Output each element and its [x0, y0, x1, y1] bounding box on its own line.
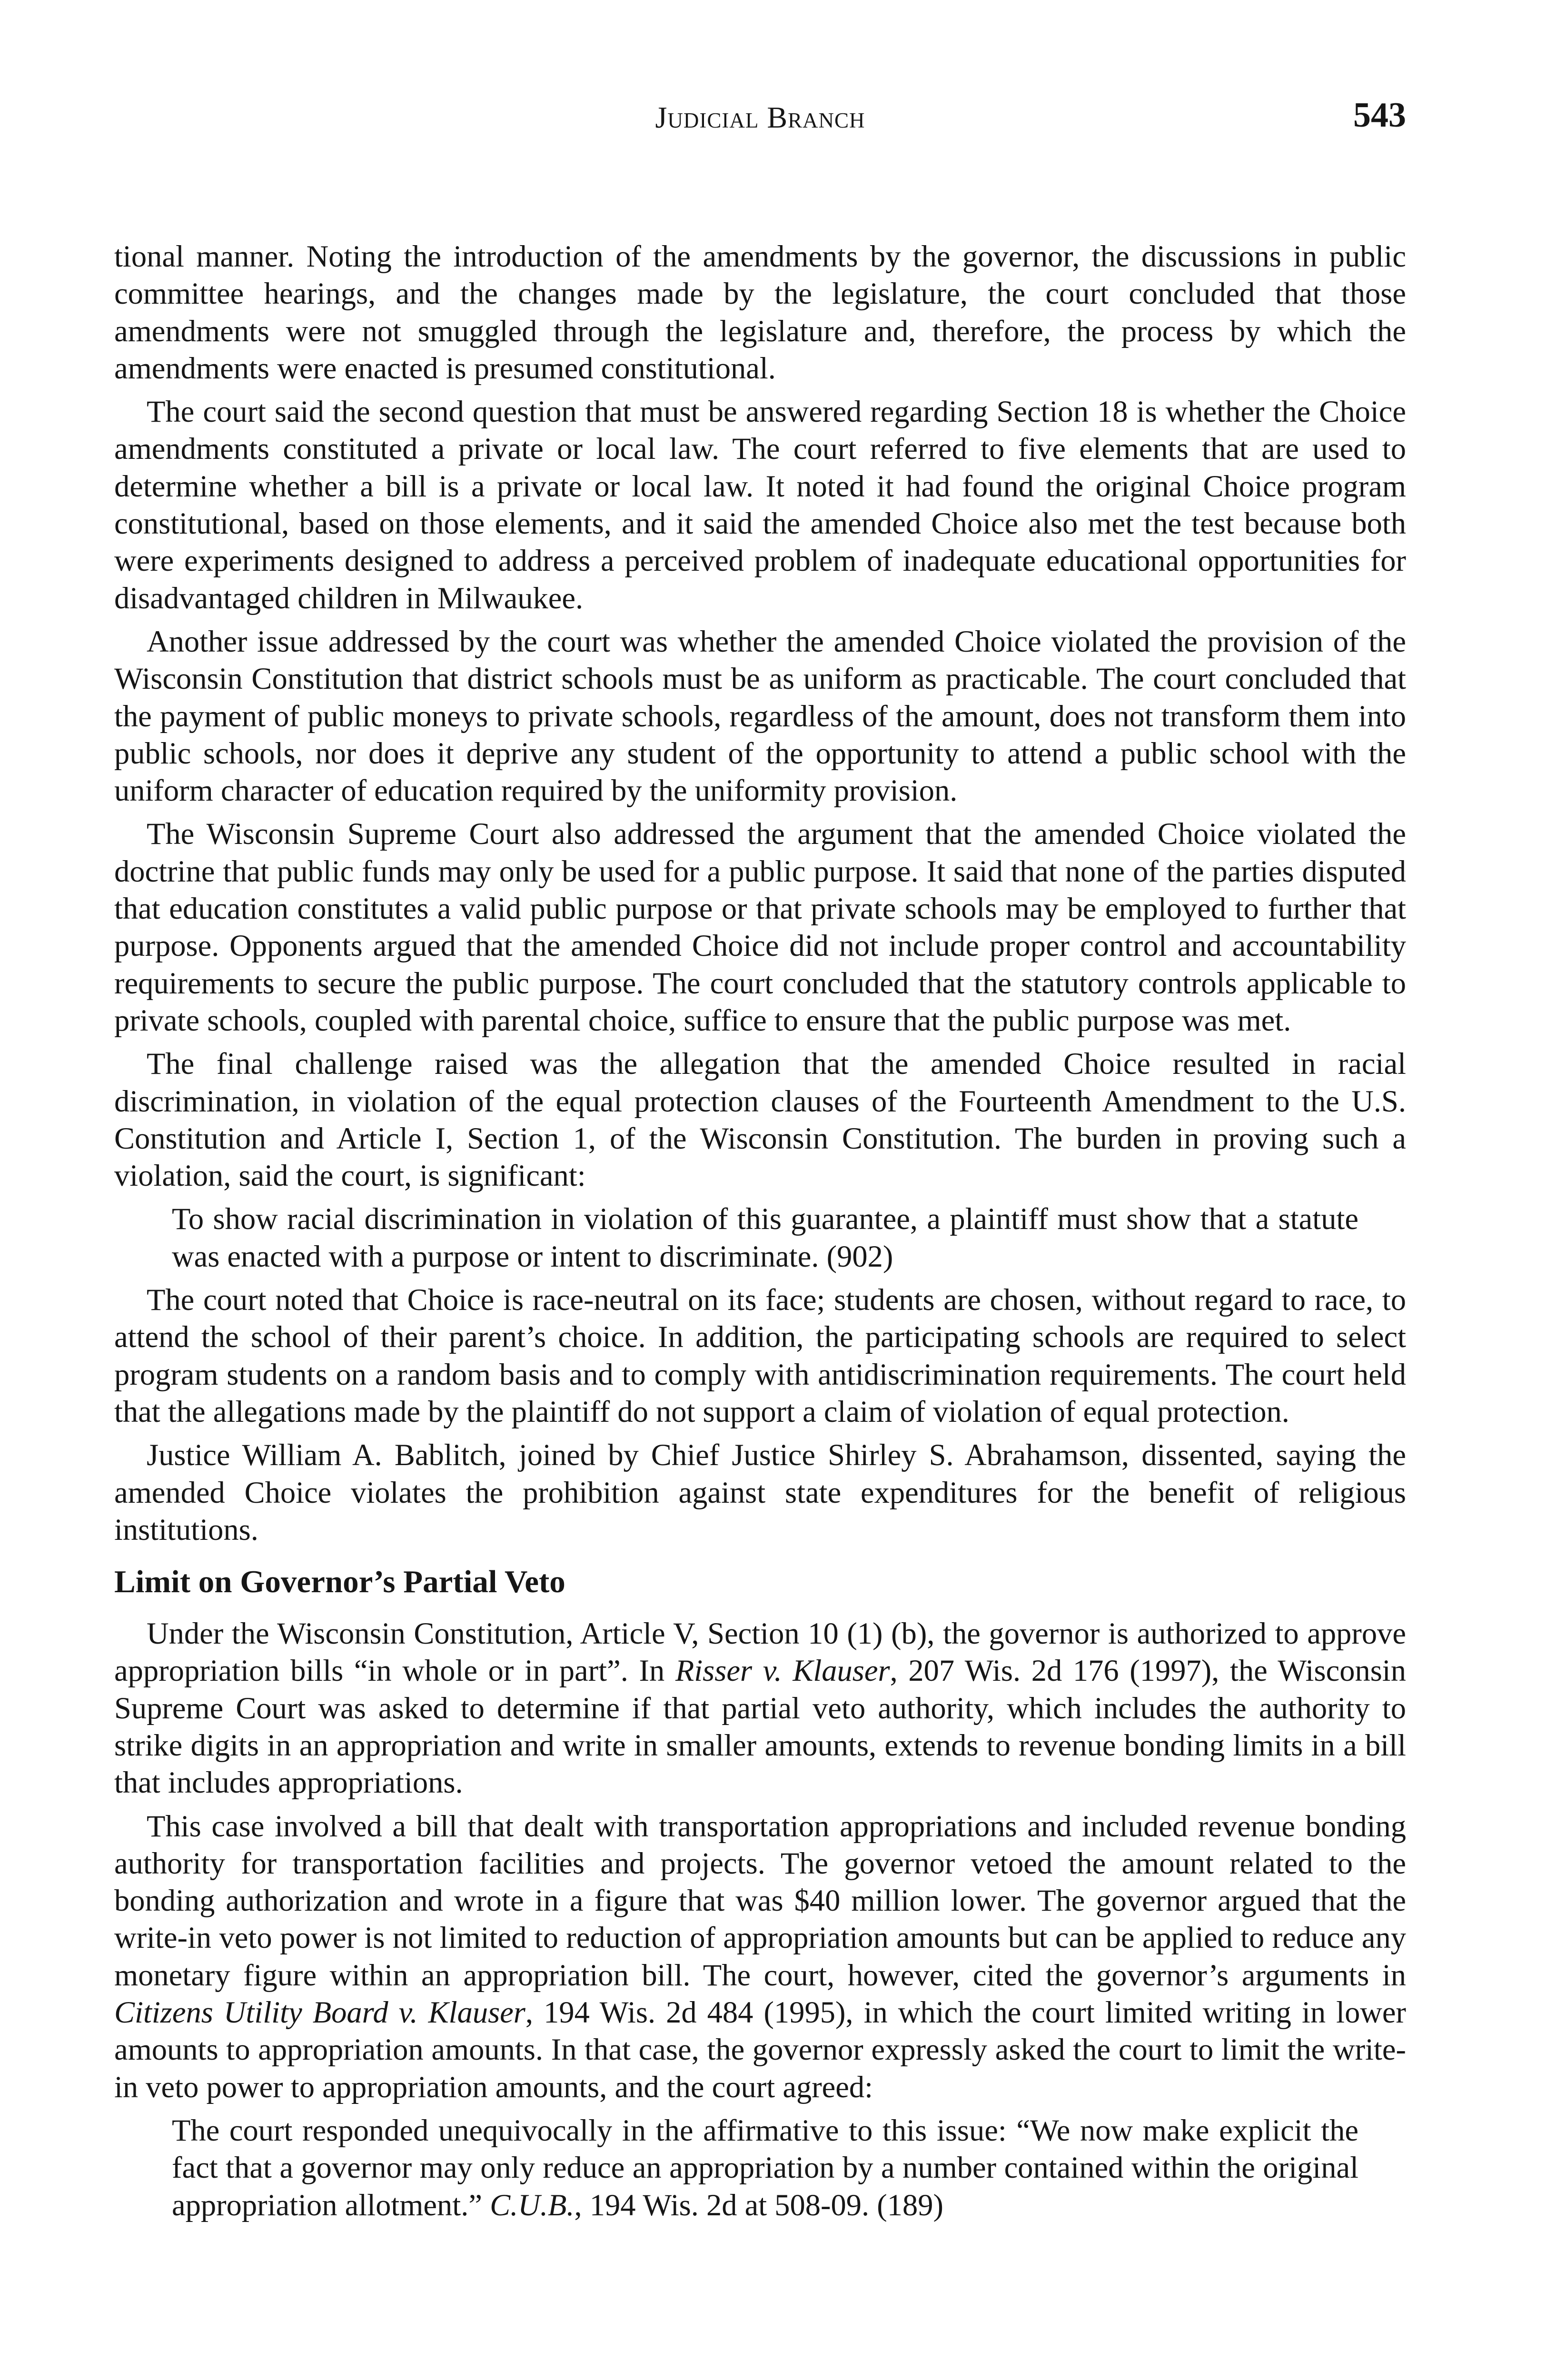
- paragraph-dissent: Justice William A. Bablitch, joined by Chief Justice Shirley S. Abrahamson, dissented, saying the amended Choice violates the prohibition against state expenditures for the benefit of religious institutions.: [114, 1438, 1406, 1547]
- text-run: The court responded unequivocally in the affirmative to this issue: “We now make explicit the fact that a governor may only reduce an appropriation by a number contained within the original appropriation allotment.”: [172, 2113, 1358, 2222]
- text-run: , 207 Wis. 2d 176 (1997), the Wisconsin Supreme Court was asked to determine if that partial veto authority, which includes the authority to strike digits in an appropriation and write in smaller amounts, extends to revenue bonding limits in a bill that includes appropriations.: [114, 1654, 1406, 1800]
- text-run: Under the Wisconsin Constitution, Article V, Section 10 (1) (b), the governor is authorized to approve appropriation bills “in whole or in part”. In: [114, 1616, 1406, 1688]
- page-body: [114, 238, 1406, 2230]
- running-head: Judicial Branch: [655, 100, 865, 134]
- text-run: , 194 Wis. 2d at 508-09. (189): [574, 2188, 943, 2222]
- paragraph-race-neutral: The court noted that Choice is race-neutral on its face; students are chosen, without regard to race, to attend the school of their parent’s choice. In addition, the participating schools are required to select program students on a random basis and to comply with antidiscrimination requirements. The court held that the allegations made by the plaintiff do not support a claim of violation of equal protection.: [114, 1283, 1406, 1428]
- case-citation-cub-short: C.U.B.: [490, 2188, 575, 2222]
- case-citation-cub: Citizens Utility Board v. Klauser: [114, 1995, 525, 2030]
- paragraph-bonding-case: [114, 1808, 1406, 2106]
- paragraph-public-purpose: The Wisconsin Supreme Court also addressed the argument that the amended Choice violated the doctrine that public funds may only be used for a public purpose. It said that none of the parties disputed that education constitutes a valid public purpose or that private schools may be employed to further that purpose. Opponents argued that the amended Choice did not include proper control and accountability requirements to secure the public purpose. The court concluded that the statutory controls applicable to private schools, coupled with parental choice, suffice to ensure that the public purpose was met.: [114, 817, 1406, 1037]
- section-heading: Limit on Governor’s Partial Veto: [114, 1564, 565, 1600]
- paragraph-partial-veto: [114, 1615, 1406, 1801]
- paragraph-equal-protection: The final challenge raised was the allegation that the amended Choice resulted in racial discrimination, in violation of the equal protection clauses of the Fourteenth Amendment to the U.S. Constitution and Article I, Section 1, of the Wisconsin Constitution. The burden in proving such a violation, said the court, is significant:: [114, 1047, 1406, 1193]
- page-header: [114, 95, 1406, 138]
- block-quote-cub: [172, 2112, 1406, 2224]
- paragraph-continued: tional manner. Noting the introduction of the amendments by the governor, the discussions in public committee hearings, and the changes made by the legislature, the court concluded that those amendments were not smuggled through the legislature and, therefore, the process by which the amendments were enacted is presumed constitutional.: [114, 239, 1406, 385]
- text-run: , 194 Wis. 2d 484 (1995), in which the court limited writing in lower amounts to appropriation amounts. In that case, the governor expressly asked the court to limit the write-in veto power to appropriation amounts, and the court agreed:: [114, 1995, 1407, 2104]
- paragraph-private-local-law: The court said the second question that must be answered regarding Section 18 is whether the Choice amendments constituted a private or local law. The court referred to five elements that are used to determine whether a bill is a private or local law. It noted it had found the original Choice program constitutional, based on those elements, and it said the amended Choice also met the test because both were experiments designed to address a perceived problem of inadequate educational opportunities for disadvantaged children in Milwaukee.: [114, 395, 1406, 615]
- text-run: This case involved a bill that dealt with transportation appropriations and included revenue bonding authority for transportation facilities and projects. The governor vetoed the amount related to the bonding authorization and wrote in a figure that was $40 million lower. The governor argued that the write-in veto power is not limited to reduction of appropriation amounts but can be applied to reduce any monetary figure within an appropriation bill. The court, however, cited the governor’s arguments in: [114, 1809, 1406, 1992]
- case-citation-risser: Risser v. Klauser: [675, 1654, 890, 1688]
- block-quote-racial-discrimination: To show racial discrimination in violation of this guarantee, a plaintiff must show that a statute was enacted with a purpose or intent to discriminate. (902): [172, 1202, 1358, 1273]
- paragraph-uniformity: Another issue addressed by the court was whether the amended Choice violated the provision of the Wisconsin Constitution that district schools must be as uniform as practicable. The court concluded that the payment of public moneys to private schools, regardless of the amount, does not transform them into public schools, nor does it deprive any student of the opportunity to attend a public school with the uniform character of education required by the uniformity provision.: [114, 624, 1406, 808]
- page-number: 543: [1353, 96, 1406, 135]
